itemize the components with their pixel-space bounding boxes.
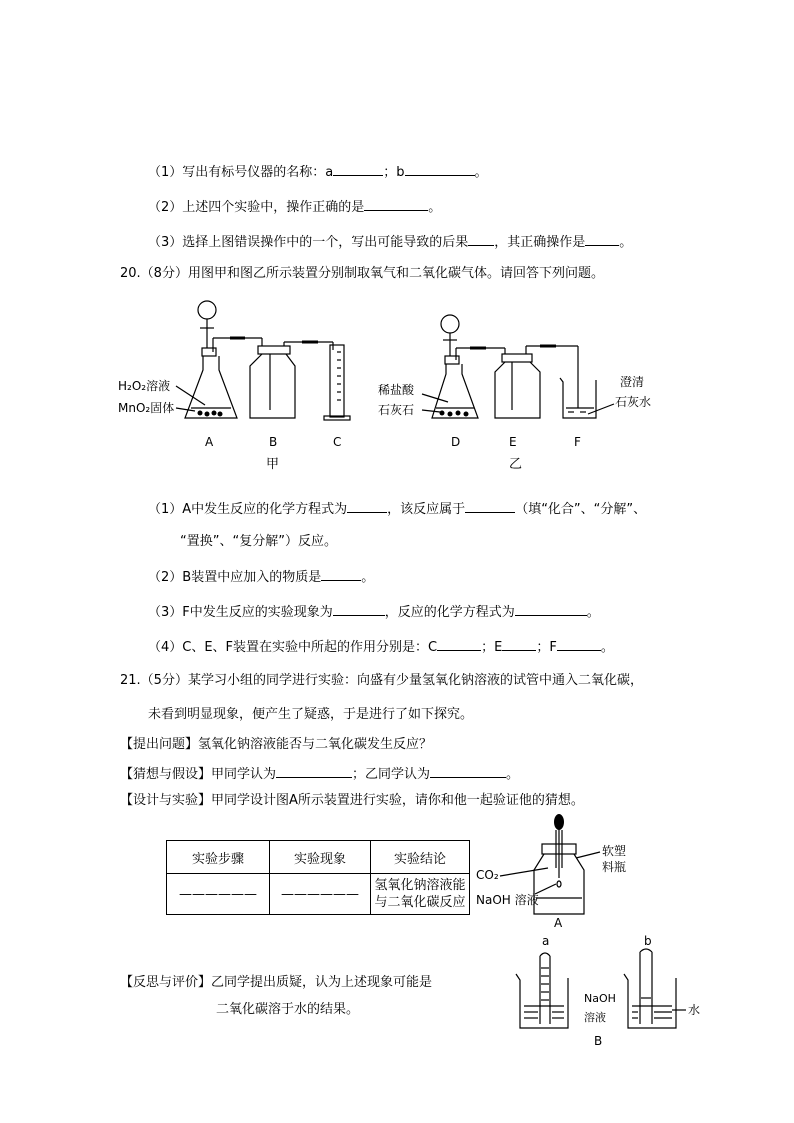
answer-blank[interactable]: [333, 603, 385, 616]
figure-b: [0, 940, 794, 1050]
label-naoh-b1: NaOH: [584, 992, 616, 1005]
flask-a-icon: [176, 301, 262, 418]
group-label-jia: 甲: [266, 457, 280, 472]
q20-part4: （4）C、E、F装置在实验中所起的作用分别是：C ；E ；F 。: [148, 640, 614, 655]
answer-blank[interactable]: [437, 638, 481, 651]
label-limestone: 石灰石: [378, 403, 415, 417]
answer-blank[interactable]: [502, 638, 536, 651]
q19-part1: （1）写出有标号仪器的名称：a ；b 。: [148, 165, 488, 180]
q21-design: 【设计与实验】甲同学设计图A所示装置进行实验，请你和他一起验证他的猜想。: [120, 793, 584, 808]
q21-question: 【提出问题】氢氧化钠溶液能否与二氧化碳发生反应？: [120, 737, 433, 752]
tube-label-a: a: [542, 934, 550, 948]
apparatus-label-e: E: [509, 435, 517, 449]
label-limewater-1: 澄清: [620, 375, 645, 389]
q19-part3: （3）选择上图错误操作中的一个，写出可能导致的后果 ，其正确操作是 。: [148, 235, 633, 250]
beaker-water-icon: [624, 949, 686, 1028]
q19-part2: （2）上述四个实验中，操作正确的是 。: [148, 200, 442, 215]
figure-b-label: B: [594, 1034, 603, 1048]
beaker-naoh-icon: [516, 953, 568, 1028]
answer-blank[interactable]: [364, 198, 428, 211]
table-header: 实验现象: [270, 841, 371, 874]
label-water: 水: [688, 1003, 701, 1017]
answer-blank[interactable]: [515, 603, 587, 616]
answer-blank[interactable]: [321, 568, 361, 581]
answer-blank[interactable]: [347, 500, 387, 513]
bottle-b-icon: [250, 338, 333, 418]
q21-title: 21.（5分）某学习小组的同学进行实验：向盛有少量氢氧化钠溶液的试管中通入二氧化碳，: [120, 673, 643, 688]
table-cell-steps[interactable]: ——————: [167, 874, 270, 915]
apparatus-label-b: B: [269, 435, 278, 449]
label-plastic-1: 软塑: [602, 844, 627, 858]
answer-blank[interactable]: [465, 500, 515, 513]
answer-blank[interactable]: [557, 638, 601, 651]
table-cell-conclusion: 氢氧化钠溶液能 与二氧化碳反应: [371, 874, 470, 915]
answer-blank[interactable]: [333, 163, 383, 176]
apparatus-label-c: C: [333, 435, 342, 449]
label-naoh: NaOH 溶液: [476, 893, 539, 907]
q20-part2: （2）B装置中应加入的物质是 。: [148, 570, 375, 585]
figure-a-label: A: [554, 916, 563, 930]
flask-d-icon: [422, 315, 505, 418]
beaker-f-icon: [560, 378, 614, 418]
bottle-e-icon: [495, 346, 578, 418]
label-mno2: MnO₂固体: [118, 401, 175, 415]
table-header: 实验结论: [371, 841, 470, 874]
label-plastic-2: 料瓶: [602, 860, 627, 874]
q21-title-continued: 未看到明显现象，便产生了疑惑，于是进行了如下探究。: [148, 707, 474, 722]
answer-blank[interactable]: [405, 163, 475, 176]
answer-blank[interactable]: [276, 765, 352, 778]
q21-reflection-continued: 二氧化碳溶于水的结果。: [216, 1002, 360, 1017]
table-header: 实验步骤: [167, 841, 270, 874]
label-co2: CO₂: [476, 868, 499, 882]
label-h2o2: H₂O₂溶液: [118, 379, 171, 393]
answer-blank[interactable]: [468, 233, 494, 246]
table-cell-observation[interactable]: ——————: [270, 874, 371, 915]
q20-title: 20.（8分）用图甲和图乙所示装置分别制取氧气和二氧化碳气体。请回答下列问题。: [120, 266, 604, 281]
label-naoh-b2: 溶液: [584, 1011, 606, 1024]
q20-part3: （3）F中发生反应的实验现象为 ，反应的化学方程式为 。: [148, 605, 600, 620]
apparatus-label-f: F: [574, 435, 581, 449]
label-limewater-2: 石灰水: [615, 395, 652, 409]
apparatus-label-d: D: [451, 435, 461, 449]
group-label-yi: 乙: [509, 457, 523, 472]
answer-blank[interactable]: [430, 765, 506, 778]
cylinder-c-icon: [324, 342, 350, 420]
q21-hypothesis: 【猜想与假设】甲同学认为 ；乙同学认为 。: [120, 767, 520, 782]
tube-label-b: b: [644, 934, 652, 948]
answer-blank[interactable]: [585, 233, 619, 246]
apparatus-label-a: A: [205, 435, 214, 449]
q20-part1b: “置换”、“复分解”）反应。: [180, 534, 337, 549]
q20-part1a: （1）A中发生反应的化学方程式为 ，该反应属于 （填“化合”、“分解”、: [148, 502, 647, 517]
q21-reflection: 【反思与评价】乙同学提出质疑，认为上述现象可能是: [120, 975, 433, 990]
figure-a: [0, 808, 794, 918]
label-acid: 稀盐酸: [378, 383, 415, 397]
